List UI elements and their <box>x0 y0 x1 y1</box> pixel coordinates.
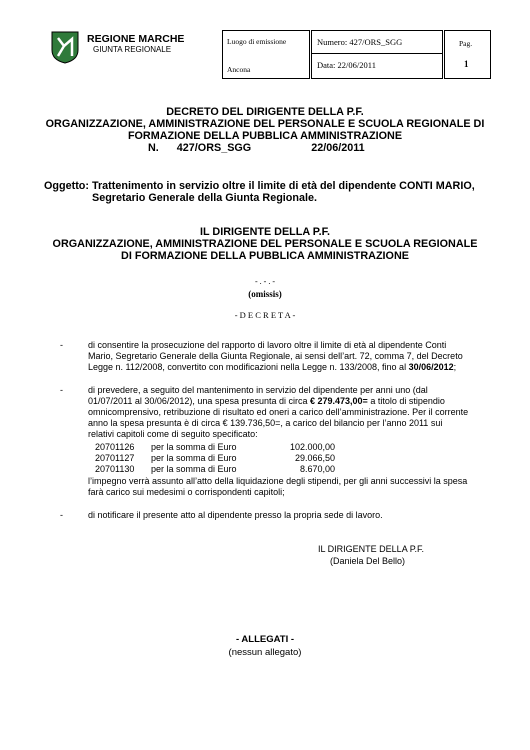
dirigente-heading-3: DI FORMAZIONE DELLA PUBBLICA AMMINISTRAZIONE <box>121 250 409 262</box>
capitolo-desc: per la somma di Euro <box>151 442 237 452</box>
capitolo-desc: per la somma di Euro <box>151 464 237 474</box>
p1-line-3 <box>88 362 488 373</box>
p2-line-3: omnicomprensivo, retribuzione di risultato ed oneri a carico dell’amministrazione. Per il corrente <box>88 407 469 417</box>
p2-line-4: anno la spesa presunta è di circa € 139.736,50=, a carico del bilancio per l’anno 2011 sui <box>88 418 443 428</box>
page-box <box>444 30 491 79</box>
p2-after-line-1: l’impegno verrà assunto all’atto della liquidazione degli stipendi, per gli anni successivi la spesa <box>88 476 468 486</box>
p2-amount: € 279.473,00= <box>310 396 368 406</box>
p1-end-punct: ; <box>453 362 457 372</box>
page-label: Pag. <box>459 39 473 48</box>
oggetto-line-1: Oggetto: Trattenimento in servizio oltre il limite di età del dipendente CONTI MARIO, <box>44 180 475 192</box>
paragraph-2-after <box>88 476 488 498</box>
oggetto-line-2: Segretario Generale della Giunta Regionale. <box>92 192 318 204</box>
paragraph-1 <box>88 340 488 373</box>
p1-line-3-text: Legge n. 112/2008, convertito con modificazioni nella Legge n. 133/2008, fino al <box>88 362 409 372</box>
capitolo-amount: 29.066,50 <box>294 453 335 463</box>
page-number: 1 <box>464 59 469 69</box>
allegati-text: (nessun allegato) <box>228 647 302 658</box>
signature-title: IL DIRIGENTE DELLA P.F. <box>318 544 425 554</box>
capitolo-row <box>95 453 335 464</box>
dirigente-heading-1: IL DIRIGENTE DELLA P.F. <box>200 226 330 238</box>
capitoli-list <box>95 442 335 475</box>
decreta-heading: - D E C R E T A - <box>234 310 296 320</box>
decree-title-1: DECRETO DEL DIRIGENTE DELLA P.F. <box>166 106 364 118</box>
p2-line-2 <box>88 396 488 407</box>
dirigente-heading-2: ORGANIZZAZIONE, AMMINISTRAZIONE DEL PERSONALE E SCUOLA REGIONALE <box>52 238 478 250</box>
org-name: REGIONE MARCHE <box>87 33 185 45</box>
capitolo-amount: 8.670,00 <box>299 464 335 474</box>
p1-line-1: di consentire la prosecuzione del rapporto di lavoro oltre il limite di età al dipendente Conti <box>88 340 447 350</box>
bullet-1: - <box>60 340 63 350</box>
regione-marche-logo <box>50 30 80 64</box>
decree-title-2: ORGANIZZAZIONE, AMMINISTRAZIONE DEL PERSONALE E SCUOLA REGIONALE DI <box>45 118 485 130</box>
decree-title-3: FORMAZIONE DELLA PUBBLICA AMMINISTRAZIONE <box>127 130 403 142</box>
p1-end-date: 30/06/2012 <box>408 362 454 372</box>
numero-text: Numero: 427/ORS_SGG <box>317 37 403 47</box>
decree-number-date: N. 427/ORS_SGG 22/06/2011 <box>148 142 365 154</box>
omissis-dashes: - . - . - <box>255 277 275 286</box>
capitolo-code: 20701127 <box>95 453 135 463</box>
data-text: Data: 22/06/2011 <box>317 60 376 70</box>
capitolo-row <box>95 464 335 475</box>
numero-data-box <box>311 30 443 79</box>
p2-line-2-tail: a titolo di stipendio <box>367 396 445 406</box>
capitolo-amount: 102.000,00 <box>289 442 335 452</box>
p1-line-2: Mario, Segretario Generale della Giunta Regionale, ai sensi dell’art. 72, comma 7, del Decreto <box>88 351 463 361</box>
p2-line-1: di prevedere, a seguito del mantenimento in servizio del dipendente per anni uno (dal <box>88 385 428 395</box>
p2-line-2-text: 01/07/2011 al 30/06/2012), una spesa presunta di circa <box>88 396 310 406</box>
p2-after-line-2: farà carico sui medesimi o corrispondenti capitoli; <box>88 487 285 497</box>
bullet-2: - <box>60 385 63 395</box>
p2-line-5: relativi capitoli come di seguito specificato: <box>88 429 258 439</box>
capitolo-row <box>95 442 335 453</box>
luogo-label: Luogo di emissione <box>227 37 287 46</box>
omissis-text: (omissis) <box>248 289 282 299</box>
capitolo-code: 20701126 <box>95 442 135 452</box>
paragraph-2 <box>88 385 488 440</box>
allegati-title: - ALLEGATI - <box>235 634 295 645</box>
luogo-value: Ancona <box>227 65 251 74</box>
capitolo-code: 20701130 <box>95 464 135 474</box>
capitolo-desc: per la somma di Euro <box>151 453 237 463</box>
bullet-3: - <box>60 510 63 520</box>
org-subtitle: GIUNTA REGIONALE <box>93 45 172 54</box>
luogo-box <box>222 30 310 79</box>
paragraph-3: di notificare il presente atto al dipendente presso la propria sede di lavoro. <box>88 510 383 520</box>
signature-name: (Daniela Del Bello) <box>330 556 406 566</box>
box-divider <box>312 53 442 54</box>
